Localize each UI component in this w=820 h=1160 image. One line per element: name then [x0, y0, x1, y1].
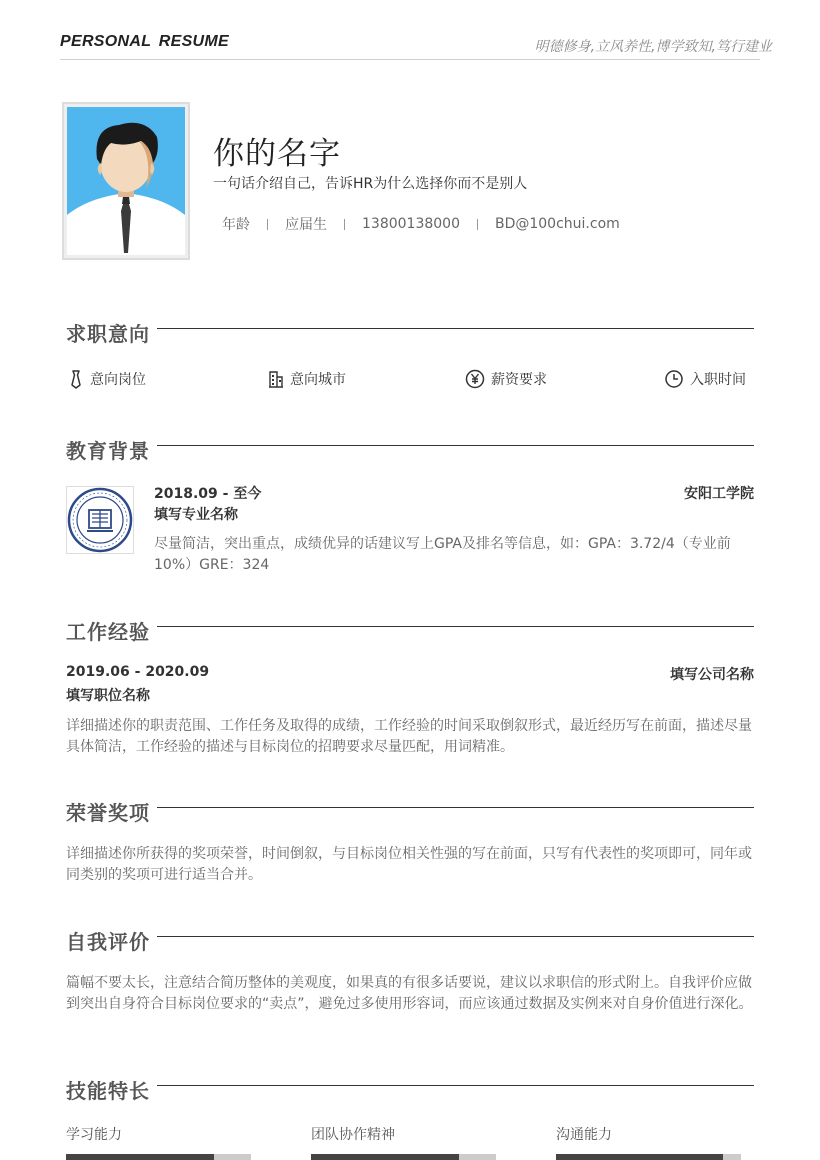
skill-bar — [556, 1154, 741, 1160]
work-description: 详细描述你的职责范围、工作任务及取得的成绩，工作经验的时间采取倒叙形式，最近经历写在前面，描述尽量具体简洁，工作经验的描述与目标岗位的招聘要求尽量匹配，用词精准。 — [66, 718, 752, 755]
section-divider — [157, 445, 754, 446]
yen-icon — [465, 369, 485, 389]
clock-icon — [664, 369, 684, 389]
self-evaluation-description: 篇幅不要太长，注意结合简历整体的美观度，如果真的有很多话要说，建议以求职信的形式附上。自我评价应做到突出自身符合目标岗位要求的“卖点”，避免过多使用形容词，而应该通过数据及实例来对自身价值进行深化。 — [66, 975, 753, 1012]
candidate-intro: 一句话介绍自己，告诉HR为什么选择你而不是别人 — [213, 176, 528, 192]
school-seal-icon — [67, 487, 133, 553]
school-logo — [66, 486, 134, 554]
skill-bar-fill — [556, 1154, 723, 1160]
header-divider — [60, 59, 760, 60]
education-description: 尽量简洁，突出重点，成绩优异的话建议写上GPA及排名等信息，如：GPA：3.72/4（专业前10%）GRE：324 — [154, 536, 731, 573]
section-title-education: 教育背景 — [66, 439, 150, 463]
header-motto: 明德修身,立风养性,博学致知,笃行建业 — [534, 39, 772, 55]
education-period: 2018.09 - 至今 — [154, 486, 262, 502]
skill-label: 学习能力 — [66, 1127, 122, 1143]
intent-start-time-label: 入职时间 — [690, 372, 746, 388]
section-divider — [157, 807, 754, 808]
skill-bar — [311, 1154, 496, 1160]
intent-position-label: 意向岗位 — [90, 372, 146, 388]
intent-start-time — [664, 368, 746, 390]
intent-salary-label: 薪资要求 — [491, 372, 547, 388]
education-major: 填写专业名称 — [154, 507, 238, 523]
section-title-honors: 荣誉奖项 — [66, 801, 150, 825]
info-separator — [477, 219, 478, 230]
section-title-work: 工作经验 — [66, 620, 150, 644]
section-title-intent: 求职意向 — [66, 322, 150, 346]
intent-city — [268, 368, 346, 390]
section-divider — [157, 626, 754, 627]
building-icon — [268, 370, 284, 388]
candidate-info-row — [222, 214, 620, 234]
skill-bar-fill — [66, 1154, 214, 1160]
skill-label: 团队协作精神 — [311, 1127, 395, 1143]
resume-header-title: PERSONAL RESUME — [60, 33, 230, 50]
avatar — [67, 107, 185, 255]
work-position: 填写职位名称 — [66, 688, 150, 704]
intent-salary — [465, 368, 547, 390]
education-school: 安阳工学院 — [684, 486, 754, 502]
info-phone: 13800138000 — [362, 216, 460, 232]
info-status: 应届生 — [285, 217, 327, 233]
intent-position — [68, 368, 146, 390]
avatar-illustration-icon — [67, 107, 185, 255]
info-email: BD@100chui.com — [494, 216, 620, 232]
section-title-self-evaluation: 自我评价 — [66, 930, 150, 954]
work-period: 2019.06 - 2020.09 — [66, 664, 210, 680]
intent-city-label: 意向城市 — [290, 372, 346, 388]
work-company: 填写公司名称 — [670, 667, 754, 683]
section-divider — [157, 936, 754, 937]
section-divider — [157, 328, 754, 329]
skill-label: 沟通能力 — [556, 1127, 612, 1143]
info-separator — [267, 219, 268, 230]
skill-bar-fill — [311, 1154, 459, 1160]
tie-icon — [68, 369, 84, 389]
profile-photo — [62, 102, 190, 260]
section-divider — [157, 1085, 754, 1086]
skill-bar — [66, 1154, 251, 1160]
candidate-name: 你的名字 — [213, 136, 341, 172]
section-title-skills: 技能特长 — [66, 1079, 150, 1103]
info-age: 年龄 — [222, 217, 250, 233]
info-separator — [344, 219, 345, 230]
honors-description: 详细描述你所获得的奖项荣誉，时间倒叙，与目标岗位相关性强的写在前面，只写有代表性的奖项即可，同年或同类别的奖项可进行适当合并。 — [66, 846, 752, 883]
